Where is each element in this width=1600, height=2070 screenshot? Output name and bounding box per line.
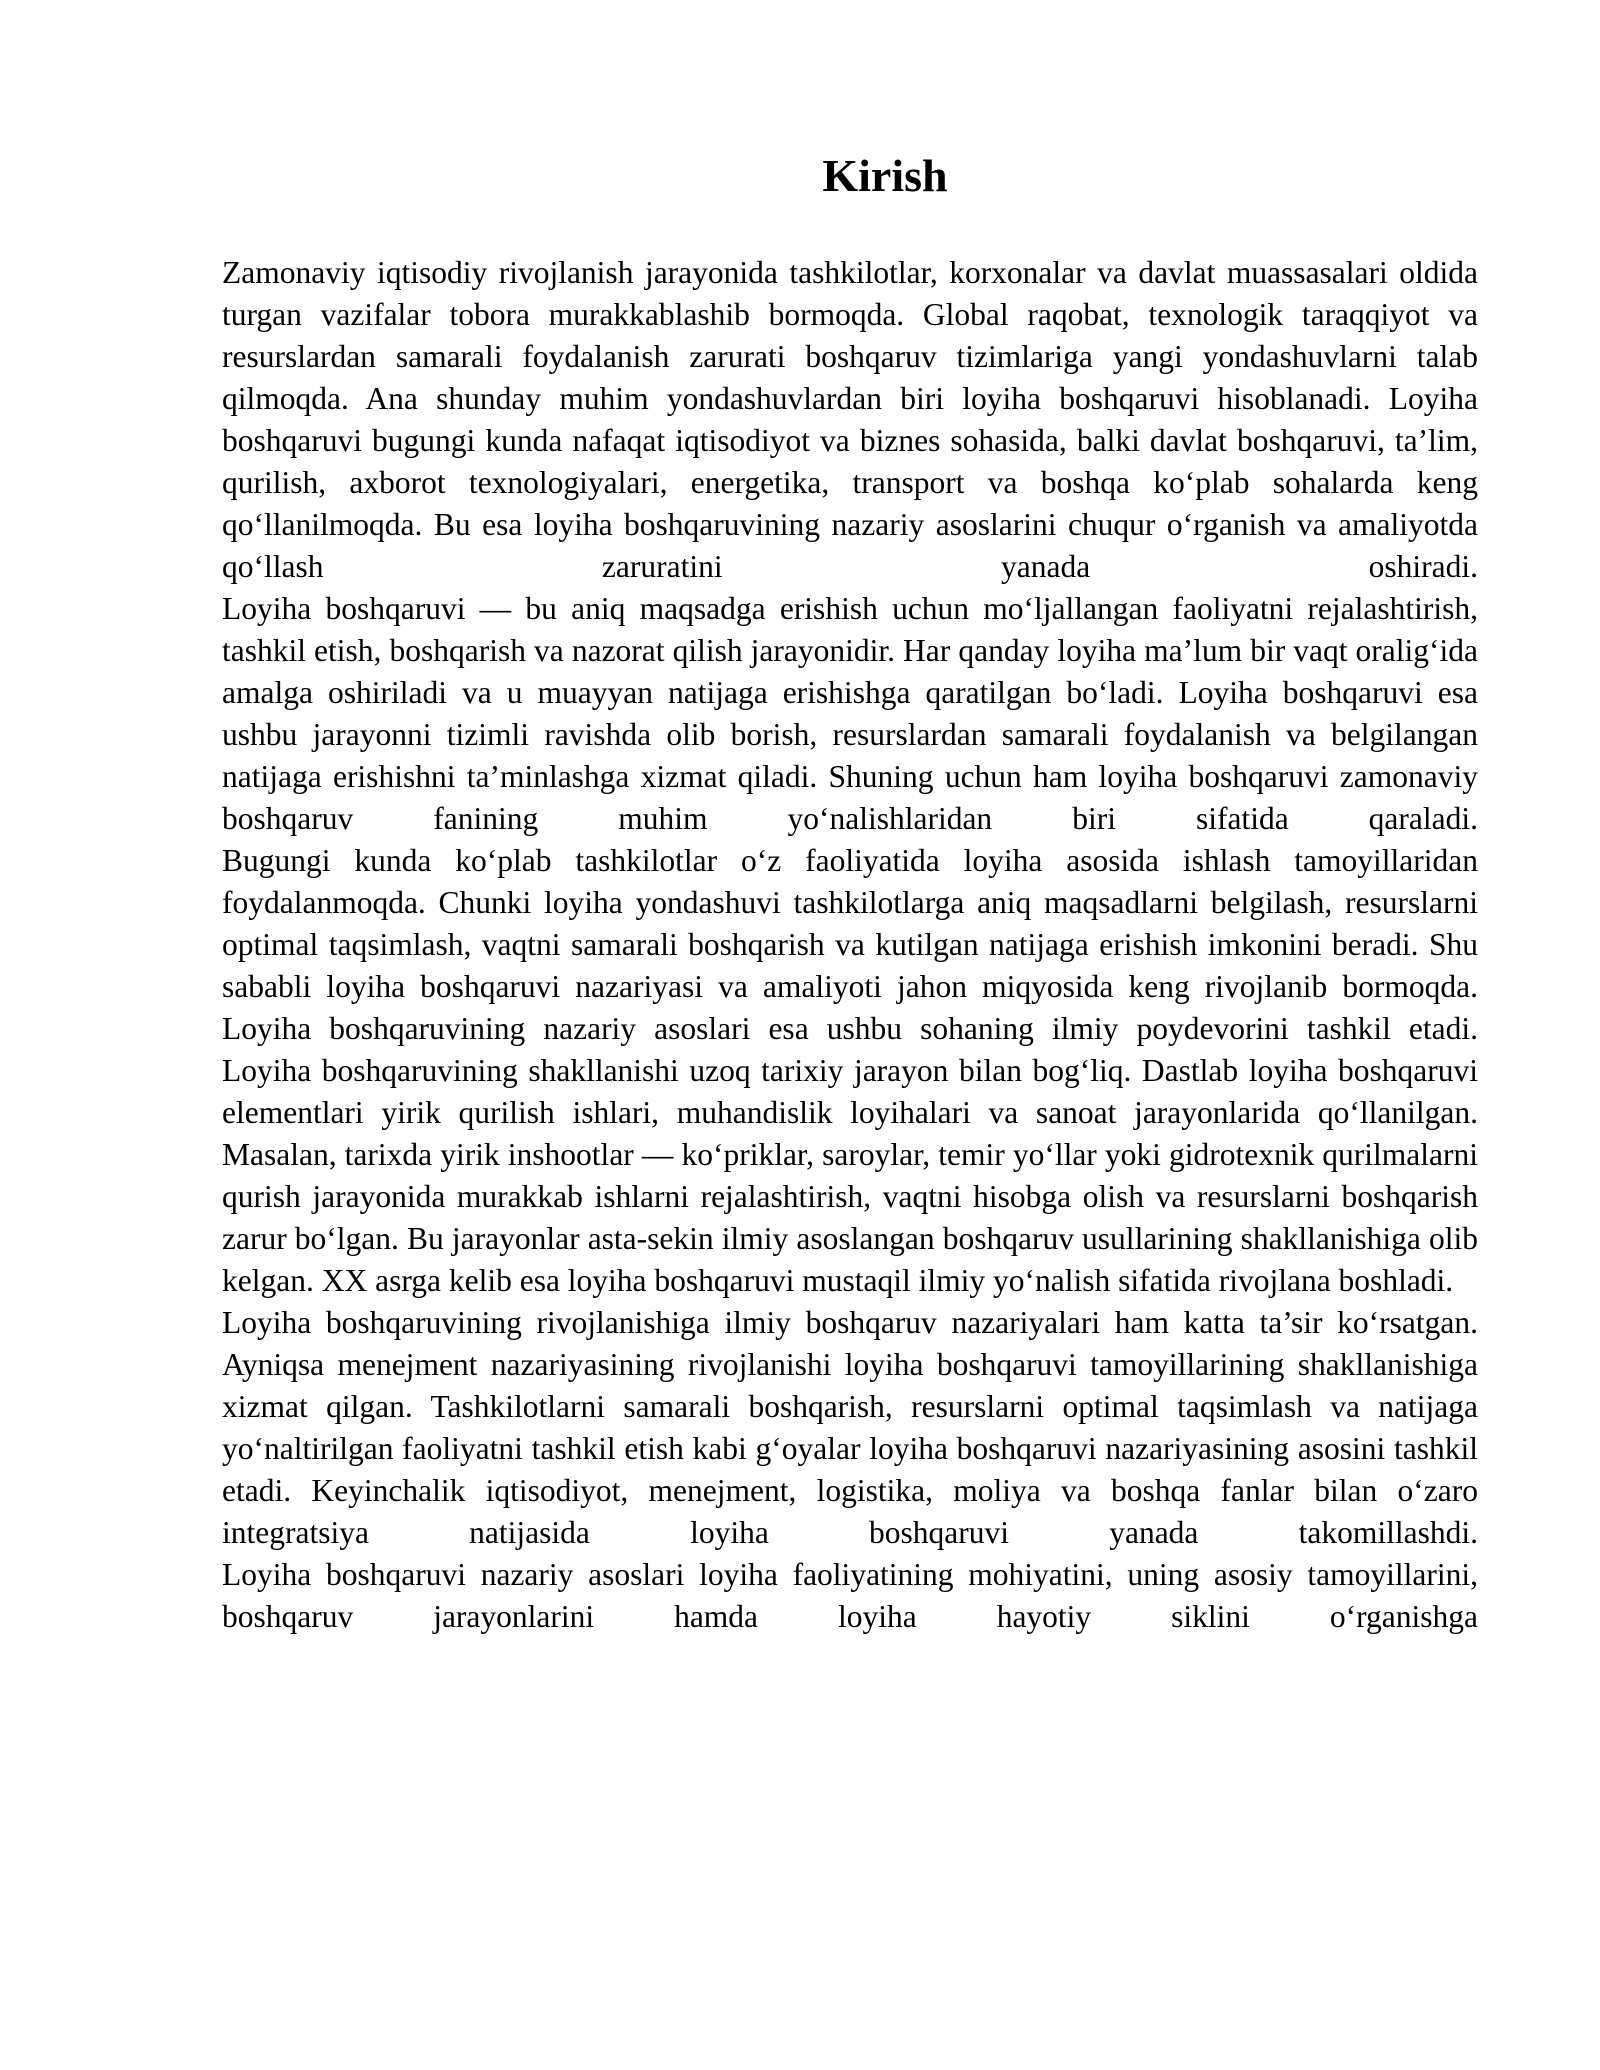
paragraph: Zamonaviy iqtisodiy rivojlanish jarayonida tashkilotlar, korxonalar va davlat muassasalari oldida turgan vazifalar tobora murakkablashib bormoqda. Global raqobat, texnologik taraqqiyot va resurslardan samarali foydalanish zarurati boshqaruv tizimlariga yangi yondashuvlarni talab qilmoqda. Ana shunday muhim yondashuvlardan biri loyiha boshqaruvi hisoblanadi. Loyiha boshqaruvi bugungi kunda nafaqat iqtisodiyot va biznes sohasida, balki davlat boshqaruvi, ta’lim, qurilish, axborot texnologiyalari, energetika, transport va boshqa ko‘plab sohalarda keng qo‘llanilmoqda. Bu esa loyiha boshqaruvining nazariy asoslarini chuqur o‘rganish va amaliyotda qo‘llash zaruratini yanada oshiradi. <box>222 255 1478 584</box>
paragraph: Loyiha boshqaruvining shakllanishi uzoq tarixiy jarayon bilan bog‘liq. Dastlab loyiha boshqaruvi elementlari yirik qurilish ishlari, muhandislik loyihalari va sanoat jarayonlarida qo‘llanilgan. Masalan, tarixda yirik inshootlar — ko‘priklar, saroylar, temir yo‘llar yoki gidrotexnik qurilmalarni qurish jarayonida murakkab ishlarni rejalashtirish, vaqtni hisobga olish va resurslarni boshqarish zarur bo‘lgan. Bu jarayonlar asta-sekin ilmiy asoslangan boshqaruv usullarining shakllanishiga olib kelgan. XX asrga kelib esa loyiha boshqaruvi mustaqil ilmiy yo‘nalish sifatida rivojlana boshladi. <box>222 1053 1478 1298</box>
paragraph: Loyiha boshqaruvi — bu aniq maqsadga erishish uchun mo‘ljallangan faoliyatni rejalashtirish, tashkil etish, boshqarish va nazorat qilish jarayonidir. Har qanday loyiha ma’lum bir vaqt oralig‘ida amalga oshiriladi va u muayyan natijaga erishishga qaratilgan bo‘ladi. Loyiha boshqaruvi esa ushbu jarayonni tizimli ravishda olib borish, resurslardan samarali foydalanish va belgilangan natijaga erishishni ta’minlashga xizmat qiladi. Shuning uchun ham loyiha boshqaruvi zamonaviy boshqaruv fanining muhim yo‘nalishlaridan biri sifatida qaraladi. <box>222 591 1478 836</box>
paragraph: Bugungi kunda ko‘plab tashkilotlar o‘z faoliyatida loyiha asosida ishlash tamoyillaridan foydalanmoqda. Chunki loyiha yondashuvi tashkilotlarga aniq maqsadlarni belgilash, resurslarni optimal taqsimlash, vaqtni samarali boshqarish va kutilgan natijaga erishish imkonini beradi. Shu sababli loyiha boshqaruvi nazariyasi va amaliyoti jahon miqyosida keng rivojlanib bormoqda. Loyiha boshqaruvining nazariy asoslari esa ushbu sohaning ilmiy poydevorini tashkil etadi. <box>222 843 1478 1046</box>
paragraph: Loyiha boshqaruvining rivojlanishiga ilmiy boshqaruv nazariyalari ham katta ta’sir ko‘rsatgan. Ayniqsa menejment nazariyasining rivojlanishi loyiha boshqaruvi tamoyillarining shakllanishiga xizmat qilgan. Tashkilotlarni samarali boshqarish, resurslarni optimal taqsimlash va natijaga yo‘naltirilgan faoliyatni tashkil etish kabi g‘oyalar loyiha boshqaruvi nazariyasining asosini tashkil etadi. Keyinchalik iqtisodiyot, menejment, logistika, moliya va boshqa fanlar bilan o‘zaro integratsiya natijasida loyiha boshqaruvi yanada takomillashdi. <box>222 1305 1478 1550</box>
page-title: Kirish <box>822 150 948 201</box>
document-body <box>222 252 1478 1638</box>
paragraph: Loyiha boshqaruvi nazariy asoslari loyiha faoliyatining mohiyatini, uning asosiy tamoyillarini, boshqaruv jarayonlarini hamda loyiha hayotiy siklini o‘rganishga <box>222 1557 1478 1634</box>
